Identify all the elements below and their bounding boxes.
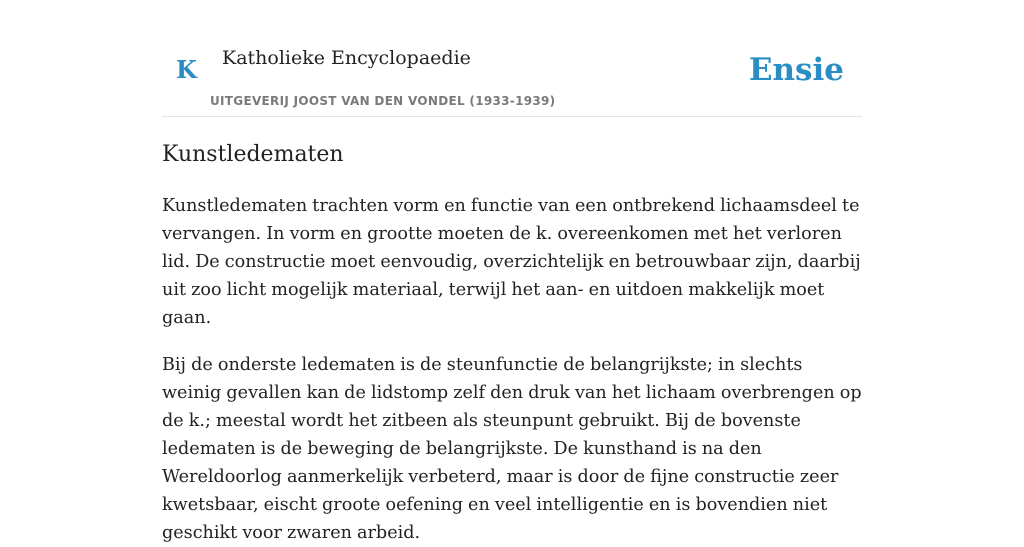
ensie-brand-logo[interactable]: Ensie <box>748 52 844 88</box>
publisher-label: UITGEVERIJ JOOST VAN DEN VONDEL (1933-1939) <box>210 94 556 108</box>
article-paragraph: Kunstledematen trachten vorm en functie van een ontbrekend lichaamsdeel te vervangen. In vorm en grootte moeten de k. overeenkomen met het verloren lid. De constructie moet eenvoudig, overzichtelijk en betrouwbaar zijn, daarbij uit zoo licht mogelijk materiaal, terwijl het aan- en uitdoen makkelijk moet gaan. <box>162 196 861 328</box>
encyclopedia-title-link[interactable]: Katholieke Encyclopaedie <box>222 47 471 69</box>
article-title: Kunstledematen <box>162 142 344 167</box>
encyclopedia-logo[interactable]: K <box>176 55 197 84</box>
article <box>162 138 862 547</box>
site-header <box>162 0 862 117</box>
article-paragraph: Bij de onderste ledematen is de steunfunctie de belangrijkste; in slechts weinig gevallen kan de lidstomp zelf den druk van het lichaam overbrengen op de k.; meestal wordt het zitbeen als steunpunt gebruikt. Bij de bovenste ledematen is de beweging de belangrijkste. De kunsthand is na den Wereldoorlog aanmerkelijk verbeterd, maar is door de fijne constructie zeer kwetsbaar, eischt groote oefening en veel intelligentie en is bovendien niet geschikt voor zwaren arbeid. <box>162 355 862 543</box>
